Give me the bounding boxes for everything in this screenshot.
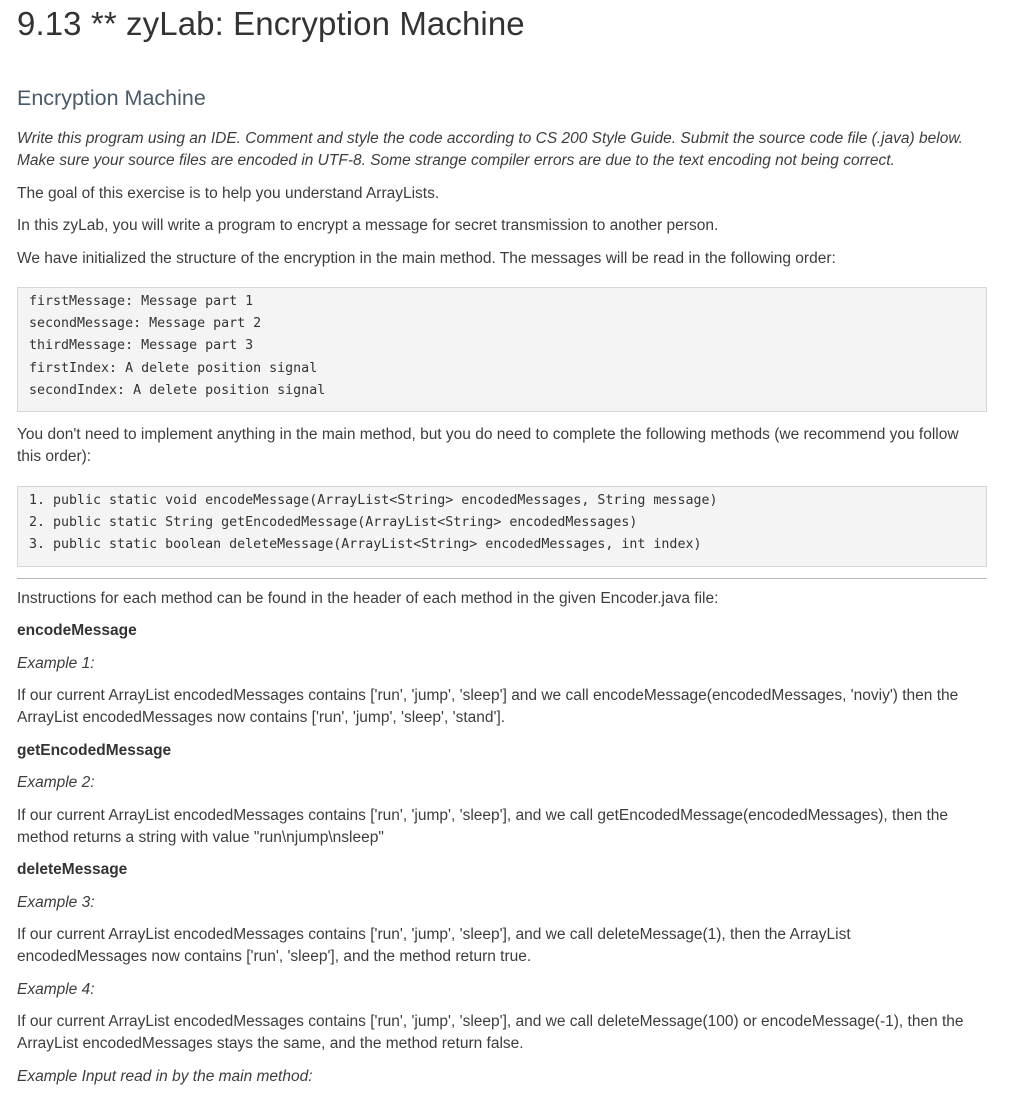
code-line: 2. public static String getEncodedMessage(ArrayList<String> encodedMessages)	[29, 515, 638, 531]
input-order-code-block	[17, 287, 987, 412]
methods-intro-line-2: this order):	[17, 448, 92, 465]
code-line: thirdMessage: Message part 3	[29, 338, 254, 354]
example-2-line-2: method returns a string with value "run\njump\nsleep"	[17, 829, 384, 846]
example-1-line-1: If our current ArrayList encodedMessages contains ['run', 'jump', 'sleep'] and we call encodeMessage(encodedMessages, 'noviy') then the	[17, 687, 959, 704]
zylab-intro-text: In this zyLab, you will write a program to encrypt a message for secret transmission to another person.	[17, 217, 719, 234]
delete-message-heading: deleteMessage	[17, 861, 128, 878]
divider	[17, 578, 987, 579]
example-input-label: Example Input read in by the main method:	[17, 1068, 313, 1085]
example-2-label: Example 2:	[17, 774, 95, 791]
example-3-label: Example 3:	[17, 894, 95, 911]
example-4-label: Example 4:	[17, 981, 95, 998]
code-line: secondMessage: Message part 2	[29, 316, 262, 332]
structure-intro-text: We have initialized the structure of the encryption in the main method. The messages will be read in the following order:	[17, 250, 836, 267]
example-3-line-1: If our current ArrayList encodedMessages contains ['run', 'jump', 'sleep'], and we call deleteMessage(1), then the ArrayList	[17, 926, 851, 943]
example-1-label: Example 1:	[17, 655, 95, 672]
code-line: 3. public static boolean deleteMessage(ArrayList<String> encodedMessages, int index)	[29, 537, 702, 553]
example-4-line-1: If our current ArrayList encodedMessages contains ['run', 'jump', 'sleep'], and we call deleteMessage(100) or encodeMessage(-1), then the	[17, 1013, 964, 1030]
methods-intro-line-1: You don't need to implement anything in the main method, but you do need to complete the following methods (we recommend you follow	[17, 426, 959, 443]
instructions-text: Instructions for each method can be found in the header of each method in the given Encoder.java file:	[17, 590, 719, 607]
code-line: secondIndex: A delete position signal	[29, 382, 326, 398]
section-title: Encryption Machine	[17, 86, 206, 110]
code-line: firstMessage: Message part 1	[29, 294, 254, 309]
page-title: 9.13 ** zyLab: Encryption Machine	[17, 5, 525, 42]
example-4-line-2: ArrayList encodedMessages stays the same, and the method return false.	[17, 1035, 524, 1052]
code-line: 1. public static void encodeMessage(ArrayList<String> encodedMessages, String message)	[29, 493, 718, 508]
example-3-line-2: encodedMessages now contains ['run', 'sleep'], and the method return true.	[17, 948, 532, 965]
intro-italic-line-2: Make sure your source files are encoded in UTF-8. Some strange compiler errors are due to the text encoding not being correct.	[17, 152, 895, 169]
intro-italic-line-1: Write this program using an IDE. Comment and style the code according to CS 200 Style Guide. Submit the source code file (.java) below.	[17, 130, 963, 147]
encode-message-heading: encodeMessage	[17, 622, 137, 639]
goal-text: The goal of this exercise is to help you understand ArrayLists.	[17, 185, 440, 202]
get-encoded-message-heading: getEncodedMessage	[17, 742, 172, 759]
methods-code-block	[17, 486, 987, 567]
example-2-line-1: If our current ArrayList encodedMessages contains ['run', 'jump', 'sleep'], and we call getEncodedMessage(encodedMessages), then the	[17, 807, 949, 824]
example-1-line-2: ArrayList encodedMessages now contains ['run', 'jump', 'sleep', 'stand'].	[17, 709, 506, 726]
code-line: firstIndex: A delete position signal	[29, 360, 318, 376]
